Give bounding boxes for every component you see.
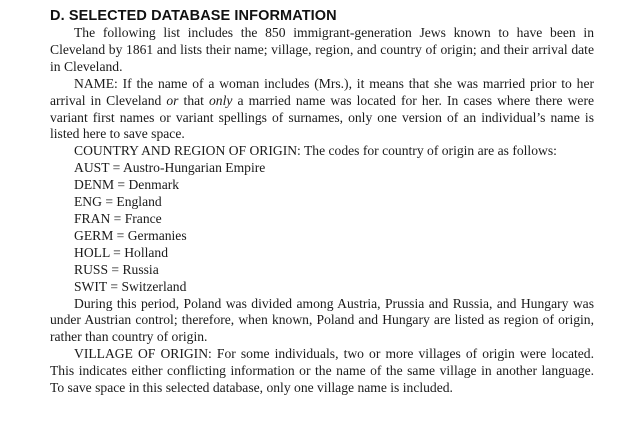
country-code-item: ENG = England (74, 194, 162, 210)
name-emphasis-or: or (166, 92, 179, 108)
country-code-item: AUST = Austro-Hungarian Empire (74, 160, 266, 176)
name-text-2: that (178, 92, 209, 108)
section-heading: D. SELECTED DATABASE INFORMATION (50, 8, 337, 24)
country-code-item: HOLL = Holland (74, 244, 168, 260)
name-paragraph (50, 76, 594, 144)
name-text-3: a married name was located for her. In cases where there were variant first names or variant spellings of surnames, only one version of an individual’s name is listed here to save space. (50, 92, 595, 142)
country-code-item: SWIT = Switzerland (74, 278, 187, 294)
section-body (50, 25, 594, 397)
name-text-1: NAME: If the name of a woman includes (Mrs.), it means that she was married prior to her arrival in Cleveland (50, 75, 594, 108)
name-emphasis-only: only (209, 92, 233, 108)
country-code-item: GERM = Germanies (74, 227, 187, 243)
country-code-item: RUSS = Russia (74, 261, 159, 277)
document-page (50, 8, 594, 397)
country-code-item: DENM = Denmark (74, 177, 180, 193)
intro-paragraph: The following list includes the 850 immigrant-generation Jews known to have been in Cleveland by 1861 and lists their name; village, region, and country of origin; and their arrival date in Cleveland. (50, 25, 594, 74)
village-paragraph: VILLAGE OF ORIGIN: For some individuals, two or more villages of origin were located. This indicates either conflicting information or the name of the same village in another language. To save space in this selected database, only one village name is included. (50, 346, 594, 396)
poland-paragraph: During this period, Poland was divided among Austria, Prussia and Russia, and Hungary was under Austrian control; therefore, when known, Poland and Hungary are listed as region of origin, rather than country of origin. (50, 295, 594, 345)
country-code-item: FRAN = France (74, 210, 162, 226)
country-region-paragraph: COUNTRY AND REGION OF ORIGIN: The codes for country of origin are as follows: (74, 143, 557, 159)
country-code-list (50, 160, 594, 295)
